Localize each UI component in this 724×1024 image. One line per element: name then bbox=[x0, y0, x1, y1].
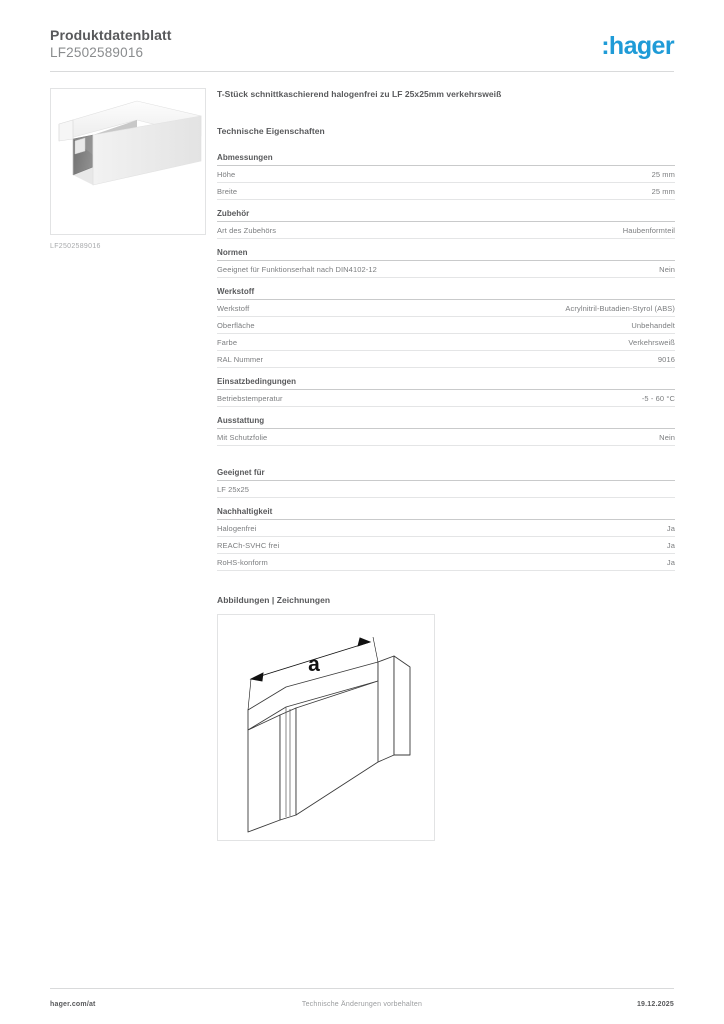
technical-drawing bbox=[217, 614, 435, 841]
spec-group bbox=[217, 468, 675, 498]
spec-label: Höhe bbox=[217, 169, 236, 179]
spec-label: Betriebstemperatur bbox=[217, 393, 283, 403]
spec-label: Mit Schutzfolie bbox=[217, 432, 268, 442]
technical-properties-heading: Technische Eigenschaften bbox=[217, 126, 325, 136]
spec-row bbox=[217, 183, 675, 200]
spec-row bbox=[217, 351, 675, 368]
spec-label: Halogenfrei bbox=[217, 523, 257, 533]
spec-label: LF 25x25 bbox=[217, 484, 250, 494]
spec-label: Geeignet für Funktionserhalt nach DIN4102-12 bbox=[217, 264, 377, 274]
spec-label: Farbe bbox=[217, 337, 238, 347]
hager-logo: :hager bbox=[601, 32, 674, 60]
spec-value: Unbehandelt bbox=[631, 320, 675, 330]
footer-date: 19.12.2025 bbox=[636, 1000, 674, 1008]
spec-group bbox=[217, 248, 675, 278]
spec-row bbox=[217, 222, 675, 239]
spec-value: Haubenformteil bbox=[622, 225, 675, 235]
spec-row bbox=[217, 520, 675, 537]
spec-group-title: Einsatzbedingungen bbox=[217, 377, 675, 390]
specification-table bbox=[217, 153, 675, 571]
spec-value: Nein bbox=[659, 264, 675, 274]
spec-group-title: Werkstoff bbox=[217, 287, 675, 300]
article-number: LF2502589016 bbox=[50, 45, 144, 60]
spec-value: 25 mm bbox=[651, 169, 675, 179]
footer-disclaimer: Technische Änderungen vorbehalten bbox=[301, 1000, 423, 1008]
spec-value: 25 mm bbox=[651, 186, 675, 196]
page-title: Produktdatenblatt bbox=[50, 27, 172, 43]
spec-row bbox=[217, 317, 675, 334]
page-header bbox=[50, 26, 674, 70]
main-content bbox=[217, 88, 675, 841]
product-name: T-Stück schnittkaschierend halogenfrei zu LF 25x25mm verkehrsweiß bbox=[217, 89, 502, 99]
spec-group-title: Normen bbox=[217, 248, 675, 261]
spec-row bbox=[217, 429, 675, 446]
spec-label: Oberfläche bbox=[217, 320, 255, 330]
spec-label: Art des Zubehörs bbox=[217, 225, 277, 235]
spec-label: Breite bbox=[217, 186, 238, 196]
spec-group bbox=[217, 377, 675, 407]
spec-value: Nein bbox=[659, 432, 675, 442]
spec-group-title: Nachhaltigkeit bbox=[217, 507, 675, 520]
drawings-heading: Abbildungen | Zeichnungen bbox=[217, 595, 331, 605]
spec-row bbox=[217, 481, 675, 498]
header-divider bbox=[50, 71, 674, 72]
footer-website[interactable]: hager.com/at bbox=[50, 1000, 96, 1008]
spec-group-title: Abmessungen bbox=[217, 153, 675, 166]
spec-label: RAL Nummer bbox=[217, 354, 264, 364]
spec-group bbox=[217, 153, 675, 200]
spec-label: Werkstoff bbox=[217, 303, 250, 313]
spec-group-title: Geeignet für bbox=[217, 468, 675, 481]
page-footer bbox=[50, 996, 674, 1012]
spec-group bbox=[217, 209, 675, 239]
spec-row bbox=[217, 334, 675, 351]
spec-value: Acrylnitril-Butadien-Styrol (ABS) bbox=[565, 303, 675, 313]
footer-divider bbox=[50, 988, 674, 989]
spec-row bbox=[217, 537, 675, 554]
spec-group bbox=[217, 507, 675, 571]
spec-row bbox=[217, 554, 675, 571]
spec-label: REACh-SVHC frei bbox=[217, 540, 280, 550]
t-piece-isometric-drawing bbox=[218, 615, 434, 840]
spec-row bbox=[217, 261, 675, 278]
spec-value: -5 - 60 °C bbox=[641, 393, 675, 403]
product-photo bbox=[50, 88, 206, 235]
spec-group-title: Zubehör bbox=[217, 209, 675, 222]
u-profile-illustration bbox=[51, 89, 205, 234]
dimension-label-a: a bbox=[308, 653, 320, 676]
spec-group bbox=[217, 416, 675, 446]
spec-value: Ja bbox=[666, 557, 675, 567]
spec-value: 9016 bbox=[657, 354, 675, 364]
spec-row bbox=[217, 300, 675, 317]
spec-row bbox=[217, 166, 675, 183]
spec-label: RoHS-konform bbox=[217, 557, 268, 567]
spec-value: Ja bbox=[666, 540, 675, 550]
spec-value: Verkehrsweiß bbox=[628, 337, 675, 347]
spec-value: Ja bbox=[666, 523, 675, 533]
product-caption: LF2502589016 bbox=[50, 243, 101, 250]
product-figure bbox=[50, 88, 206, 250]
spec-group bbox=[217, 287, 675, 368]
spec-row bbox=[217, 390, 675, 407]
spec-group-title: Ausstattung bbox=[217, 416, 675, 429]
